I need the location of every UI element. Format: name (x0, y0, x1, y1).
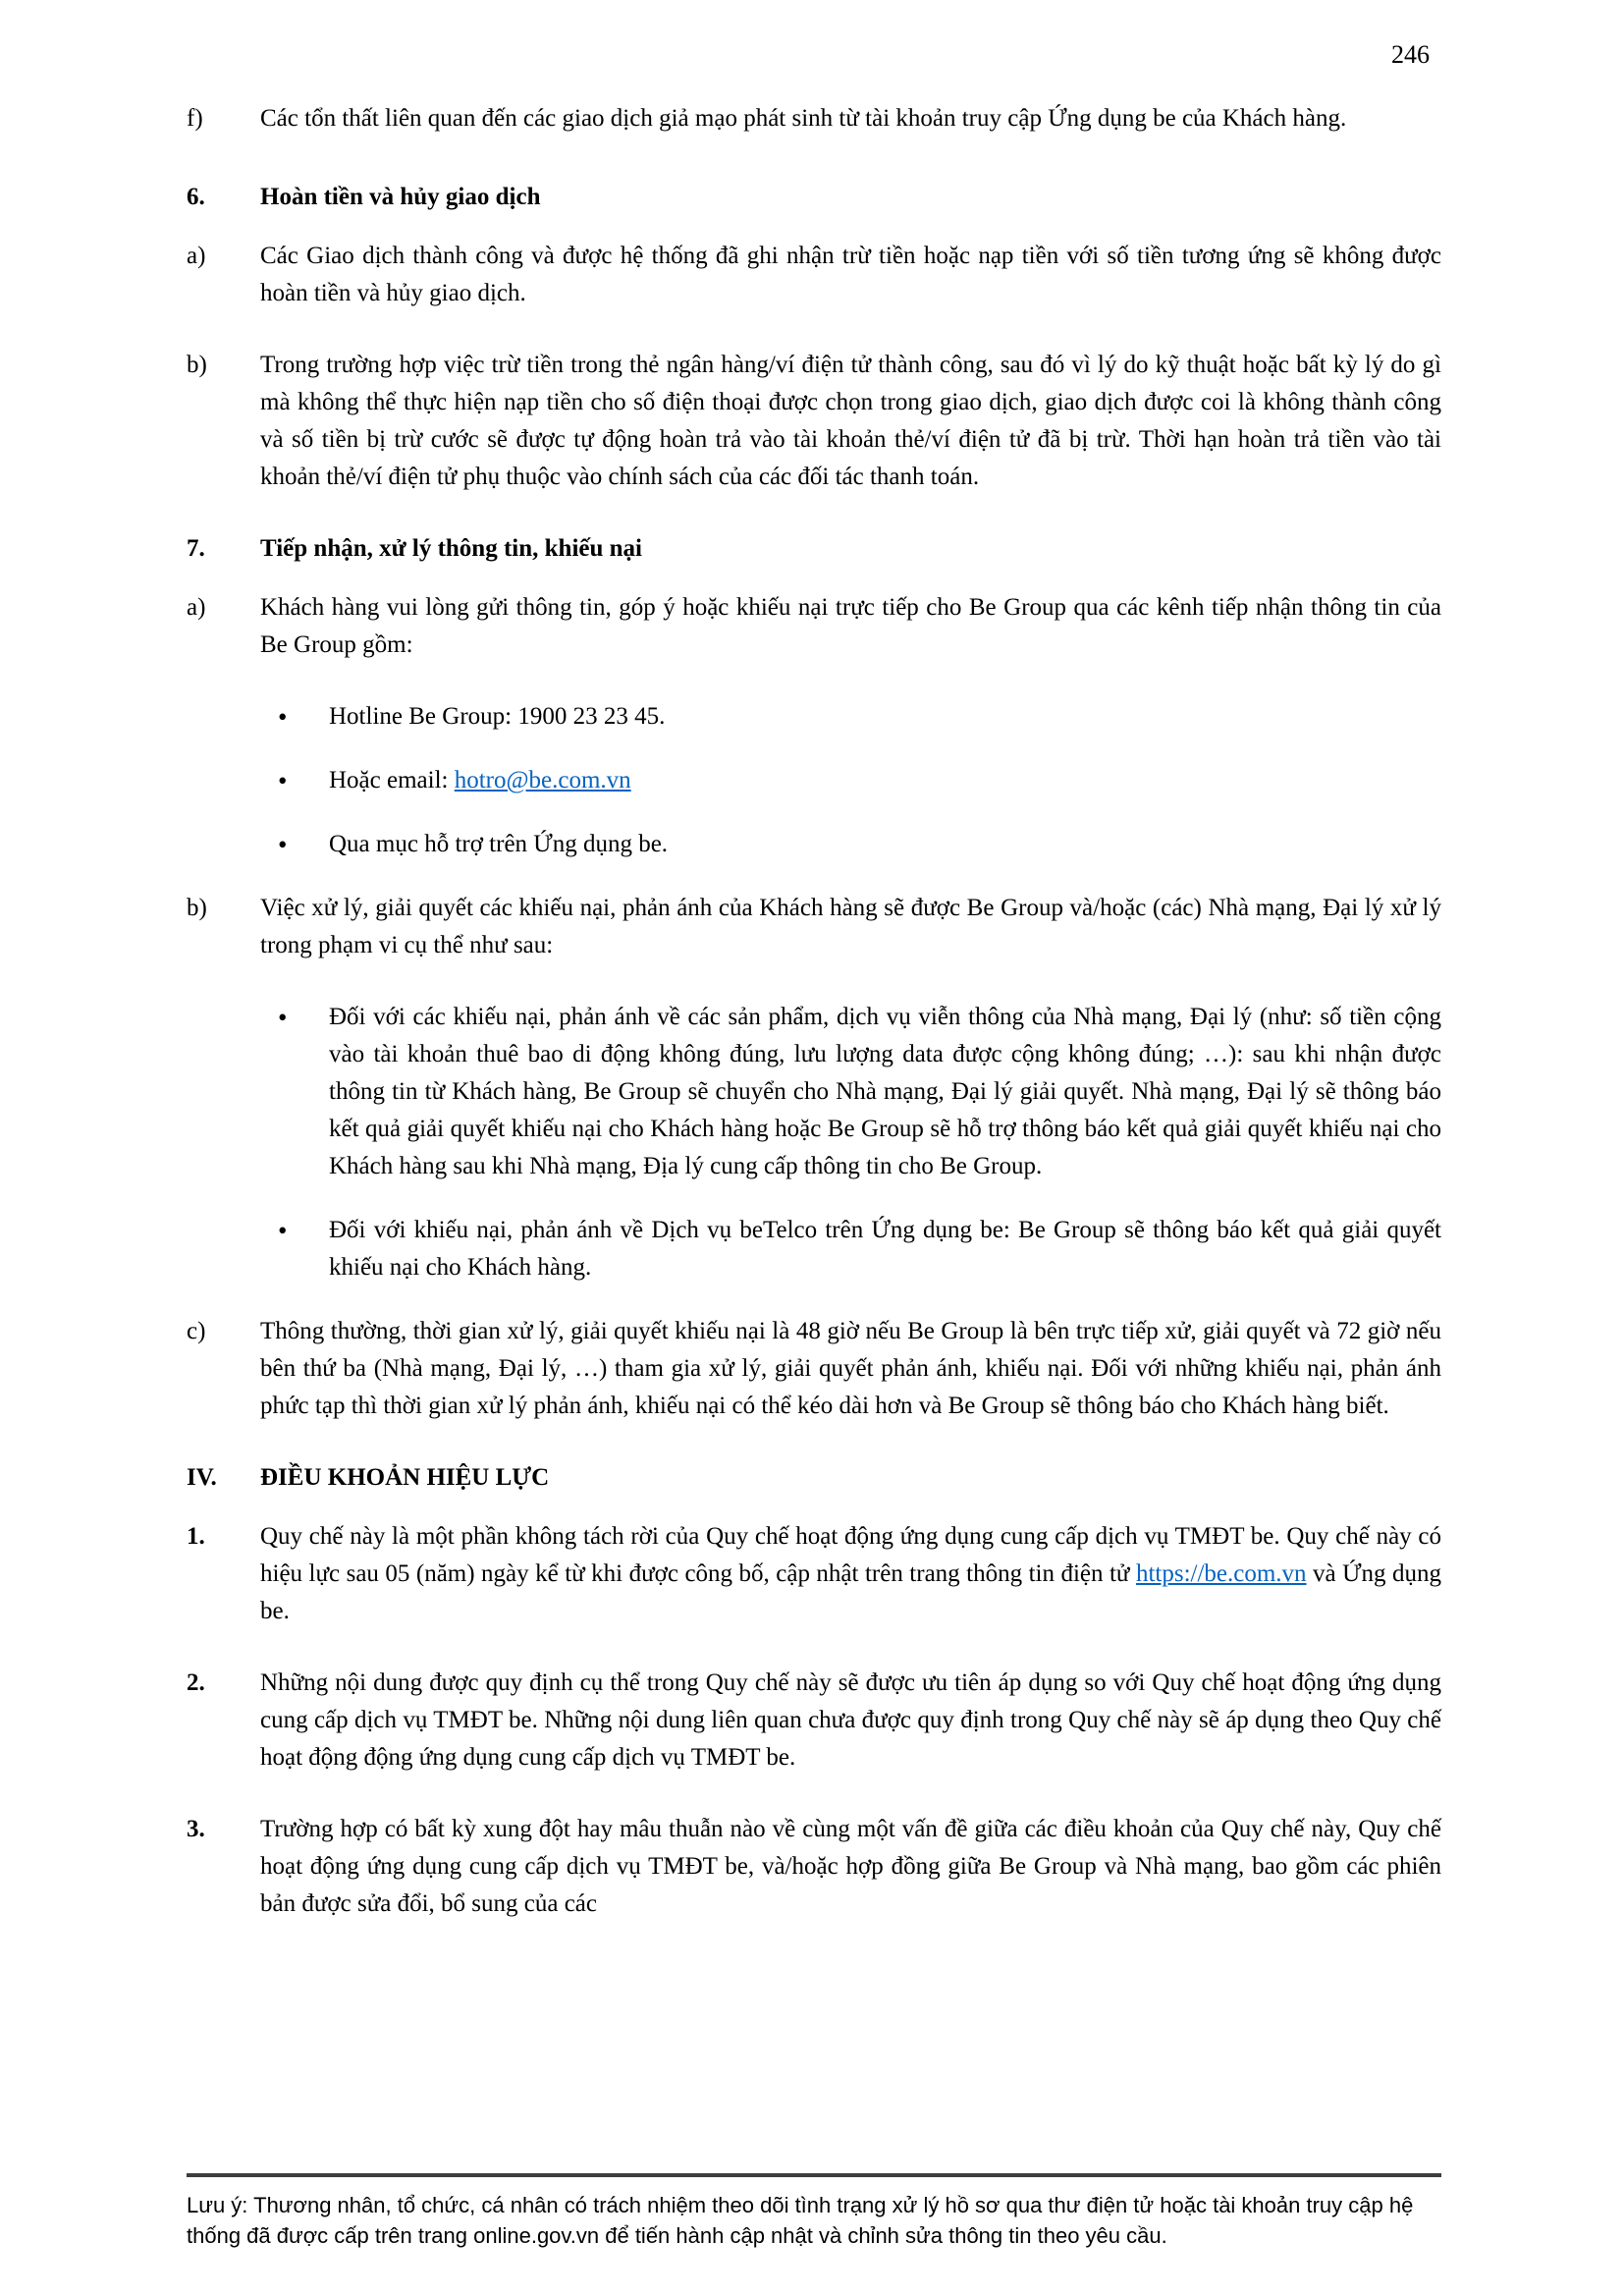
section-7-title: Tiếp nhận, xử lý thông tin, khiếu nại (260, 535, 642, 562)
section-6-heading (187, 179, 1441, 216)
clause-7c (187, 1313, 1441, 1425)
bullet-icon: • (278, 702, 288, 732)
clause-7b (187, 890, 1441, 964)
clause-IV-3 (187, 1811, 1441, 1923)
page-number: 246 (1391, 40, 1430, 69)
clause-IV-1-text-after: và Ứng dụng be. (260, 1560, 1441, 1624)
email-link[interactable]: hotro@be.com.vn (454, 767, 631, 793)
clause-IV-2-label: 2. (187, 1669, 205, 1696)
clause-6b-label: b) (187, 352, 207, 378)
bullet-icon: • (278, 1003, 288, 1032)
clause-7a-text: Khách hàng vui lòng gửi thông tin, góp ý hoặc khiếu nại trực tiếp cho Be Group qua các kênh tiếp nhận thông tin của Be Group gồm: (260, 594, 1441, 658)
clause-7c-text: Thông thường, thời gian xử lý, giải quyết khiếu nại là 48 giờ nếu Be Group là bên trực tiếp xử, giải quyết và 72 giờ nếu bên thứ ba (Nhà mạng, Đại lý, …) tham gia xử lý, giải quyết phản ánh, khiếu nại. Đối với những khiếu nại, phản ánh phức tạp thì thời gian xử lý phản ánh, khiếu nại có thể kéo dài hơn và Be Group sẽ thông báo cho Khách hàng biết. (260, 1318, 1441, 1419)
document-content (187, 100, 1441, 1957)
list-item-betelco-complaints (260, 1212, 1441, 1286)
section-IV-heading (187, 1459, 1441, 1497)
clause-IV-1-label: 1. (187, 1523, 205, 1550)
bullet-icon: • (278, 1216, 288, 1245)
email-label: Hoặc email: (329, 767, 455, 793)
clause-IV-3-label: 3. (187, 1816, 205, 1842)
section-IV-title: ĐIỀU KHOẢN HIỆU LỰC (260, 1464, 550, 1491)
carrier-complaints-text: Đối với các khiếu nại, phản ánh về các sản phẩm, dịch vụ viễn thông của Nhà mạng, Đại lý (như: số tiền cộng vào tài khoản thuê bao di động không đúng, lưu lượng data được cộng không đúng; …): sau khi nhận được thông tin từ Khách hàng, Be Group sẽ chuyển cho Nhà mạng, Đại lý giải quyết. Nhà mạng, Đại lý sẽ thông báo kết quả giải quyết khiếu nại cho Khách hàng hoặc Be Group sẽ hỗ trợ thông báo kết quả giải quyết khiếu nại cho Khách hàng sau khi Nhà mạng, Địa lý cung cấp thông tin cho Be Group. (329, 1004, 1441, 1179)
clause-7a (187, 589, 1441, 664)
clause-IV-1-text (260, 1518, 1441, 1630)
section-7-number: 7. (187, 535, 205, 562)
betelco-complaints-text: Đối với khiếu nại, phản ánh về Dịch vụ beTelco trên Ứng dụng be: Be Group sẽ thông báo kết quả giải quyết khiếu nại cho Khách hàng. (329, 1217, 1441, 1281)
clause-6a-text: Các Giao dịch thành công và được hệ thống đã ghi nhận trừ tiền hoặc nạp tiền với số tiền tương ứng sẽ không được hoàn tiền và hủy giao dịch. (260, 243, 1441, 306)
list-item-support (260, 826, 1441, 863)
page-footer (187, 2173, 1441, 2251)
clause-7b-label: b) (187, 895, 207, 921)
support-text: Qua mục hỗ trợ trên Ứng dụng be. (329, 831, 669, 857)
hotline-text: Hotline Be Group: 1900 23 23 45. (329, 703, 666, 730)
clause-IV-2-text: Những nội dung được quy định cụ thể trong Quy chế này sẽ được ưu tiên áp dụng so với Quy chế hoạt động ứng dụng cung cấp dịch vụ TMĐT be. Những nội dung liên quan chưa được quy định trong Quy chế này sẽ áp dụng theo Quy chế hoạt động động ứng dụng cung cấp dịch vụ TMĐT be. (260, 1669, 1441, 1771)
clause-6a (187, 238, 1441, 312)
clause-7b-text: Việc xử lý, giải quyết các khiếu nại, phản ánh của Khách hàng sẽ được Be Group và/hoặc (các) Nhà mạng, Đại lý xử lý trong phạm vi cụ thể như sau: (260, 895, 1441, 958)
email-text (329, 762, 1441, 799)
clause-IV-1-text-before: Quy chế này là một phần không tách rời của Quy chế hoạt động ứng dụng cung cấp dịch vụ TMĐT be. Quy chế này có hiệu lực sau 05 (năm) ngày kể từ khi được công bố, cập nhật trên trang thông tin điện tử (260, 1523, 1441, 1587)
clause-6a-label: a) (187, 243, 206, 269)
section-7-heading (187, 530, 1441, 568)
website-link[interactable]: https://be.com.vn (1135, 1560, 1307, 1587)
footer-note: Lưu ý: Thương nhân, tổ chức, cá nhân có trách nhiệm theo dõi tình trạng xử lý hồ sơ qua thư điện tử hoặc tài khoản truy cập hệ thống đã được cấp trên trang online.gov.vn để tiến hành cập nhật và chỉnh sửa thông tin theo yêu cầu. (187, 2193, 1414, 2248)
clause-f (187, 100, 1441, 137)
clause-6b-text: Trong trường hợp việc trừ tiền trong thẻ ngân hàng/ví điện tử thành công, sau đó vì lý do kỹ thuật hoặc bất kỳ lý do gì mà không thể thực hiện nạp tiền cho số điện thoại được chọn trong giao dịch, giao dịch được coi là không thành công và số tiền bị trừ cước sẽ được tự động hoàn trả vào tài khoản thẻ/ví điện tử đã bị trừ. Thời hạn hoàn trả tiền vào tài khoản thẻ/ví điện tử phụ thuộc vào chính sách của các đối tác thanh toán. (260, 352, 1441, 490)
bullet-icon: • (278, 830, 288, 859)
clause-f-text: Các tổn thất liên quan đến các giao dịch giả mạo phát sinh từ tài khoản truy cập Ứng dụng be của Khách hàng. (260, 105, 1347, 132)
clause-6b (187, 347, 1441, 496)
clause-IV-3-text: Trường hợp có bất kỳ xung đột hay mâu thuẫn nào về cùng một vấn đề giữa các điều khoản của Quy chế này, Quy chế hoạt động ứng dụng cung cấp dịch vụ TMĐT be, và/hoặc hợp đồng giữa Be Group và Nhà mạng, bao gồm các phiên bản được sửa đổi, bổ sung của các (260, 1816, 1441, 1917)
list-item-carrier-complaints (260, 999, 1441, 1185)
clause-7a-label: a) (187, 594, 206, 621)
clause-IV-2 (187, 1665, 1441, 1777)
bullet-icon: • (278, 766, 288, 795)
clause-f-label: f) (187, 105, 203, 132)
section-6-title: Hoàn tiền và hủy giao dịch (260, 184, 541, 210)
section-IV-number: IV. (187, 1464, 217, 1491)
list-item-email (260, 762, 1441, 799)
clause-7c-label: c) (187, 1318, 206, 1344)
footer-divider (187, 2173, 1441, 2177)
clause-IV-1 (187, 1518, 1441, 1630)
section-6-number: 6. (187, 184, 205, 210)
list-item-hotline (260, 698, 1441, 736)
